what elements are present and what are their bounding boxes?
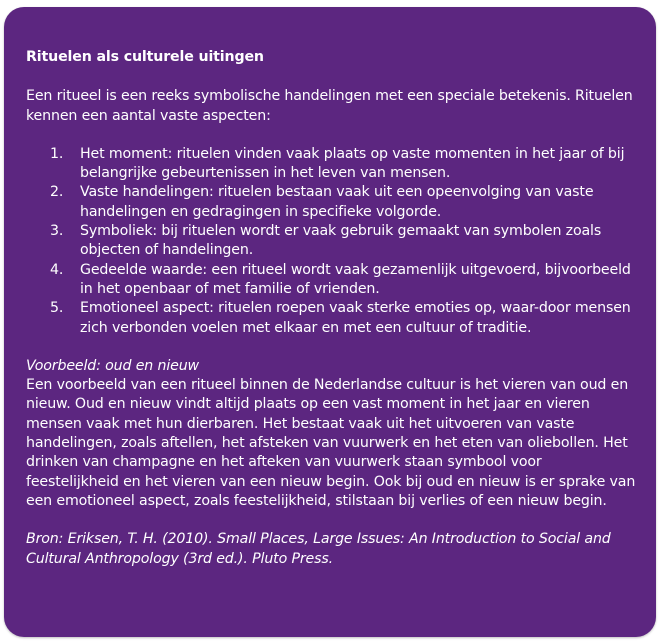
list-item-text: Emotioneel aspect: rituelen roepen vaak sterke emoties op, waar-door mensen zich verbonden voelen met elkaar en met een cultuur of traditie.: [80, 300, 631, 336]
list-item-number: 4.: [50, 261, 64, 278]
list-item-number: 2.: [50, 184, 64, 201]
list-item: [26, 183, 636, 222]
list-item-text: Vaste handelingen: rituelen bestaan vaak uit een opeenvolging van vaste handelingen en gedragingen in specifieke volgorde.: [80, 184, 594, 220]
source-citation: Bron: Eriksen, T. H. (2010). Small Places, Large Issues: An Introduction to Social and Cultural Anthropology (3rd ed.). Pluto Press.: [26, 531, 611, 567]
list-item-number: 3.: [50, 223, 64, 240]
list-item-text: Symboliek: bij rituelen wordt er vaak gebruik gemaakt van symbolen zoals objecten of handelingen.: [80, 223, 602, 259]
list-item: [26, 222, 636, 261]
list-item-number: 1.: [50, 145, 64, 162]
list-item: [26, 261, 636, 300]
intro-paragraph: Een ritueel is een reeks symbolische handelingen met een speciale betekenis. Rituelen kennen een aantal vaste aspecten:: [26, 88, 633, 124]
aspects-list: [26, 145, 636, 338]
list-item-text: Het moment: rituelen vinden vaak plaats op vaste momenten in het jaar of bij belangrijke gebeurtenissen in het leven van mensen.: [80, 145, 625, 182]
list-item: [26, 145, 636, 184]
list-item-number: 5.: [50, 300, 64, 317]
info-card: [4, 7, 656, 637]
example-paragraph: Een voorbeeld van een ritueel binnen de Nederlandse cultuur is het vieren van oud en nieuw. Oud en nieuw vindt altijd plaats op een vast moment in het jaar en vieren mensen vaak met hun dierbaren. Het bestaat vaak uit het uitvoeren van vaste handelingen, zoals aftellen, het afsteken van vuurwerk en het eten van oliebollen. Het drinken van champagne en het afteken van vuurwerk staan symbool voor feestelijkheid en het vieren van een nieuw begin. Ook bij oud en nieuw is er sprake van een emotioneel aspect, zoals feestelijkheid, stilstaan bij verlies of een nieuw begin.: [26, 377, 636, 509]
card-title: Rituelen als culturele uitingen: [26, 49, 264, 65]
list-item-text: Gedeelde waarde: een ritueel wordt vaak gezamenlijk uitgevoerd, bijvoorbeeld in het openbaar of met familie of vrienden.: [80, 261, 631, 297]
list-item: [26, 299, 636, 338]
example-heading: Voorbeeld: oud en nieuw: [26, 357, 199, 374]
